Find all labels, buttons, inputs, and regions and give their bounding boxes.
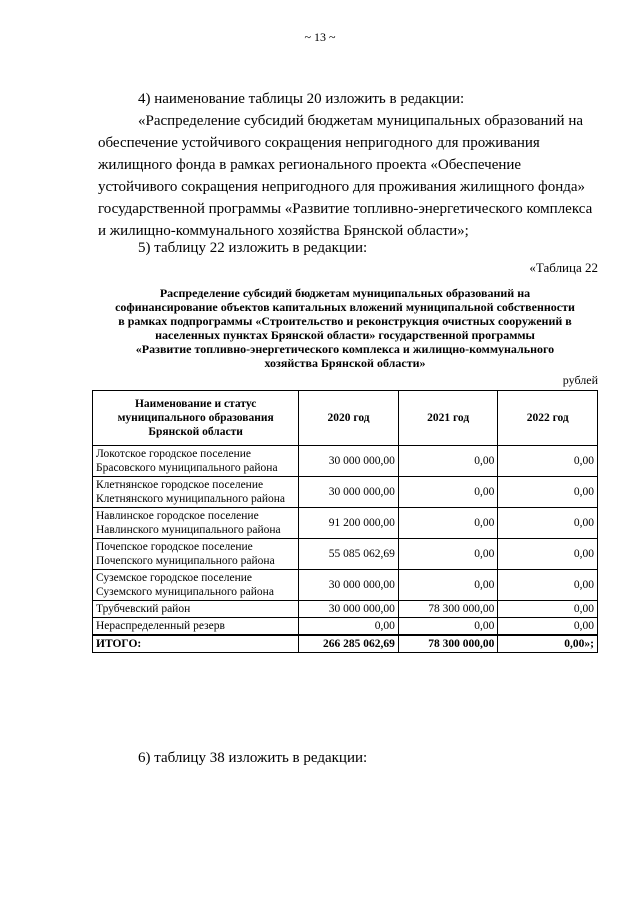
- item-6-text: 6) таблицу 38 изложить в редакции:: [138, 750, 368, 766]
- quote-line: и жилищно-коммунального хозяйства Брянской области»;: [98, 223, 469, 239]
- cell-2021: 0,00: [398, 570, 498, 601]
- table-row: [93, 618, 598, 636]
- cell-municipality: Навлинское городское поселение Навлинского муниципального района: [93, 508, 299, 539]
- table-reference: «Таблица 22: [529, 260, 598, 275]
- page-number: ~ 13 ~: [304, 30, 336, 44]
- cell-2020: 30 000 000,00: [299, 570, 399, 601]
- table-title: [92, 286, 598, 370]
- quote-line: государственной программы «Развитие топливно-энергетического комплекса: [98, 201, 593, 217]
- cell-2022: 0,00: [498, 539, 598, 570]
- quote-line: обеспечение устойчивого сокращения непригодного для проживания: [98, 135, 540, 151]
- subsidy-table: [92, 390, 598, 653]
- cell-total-2021: 78 300 000,00: [398, 635, 498, 653]
- cell-total-label: ИТОГО:: [93, 635, 299, 653]
- table-row: [93, 477, 598, 508]
- cell-municipality: Суземское городское поселение Суземского муниципального района: [93, 570, 299, 601]
- cell-total-2020: 266 285 062,69: [299, 635, 399, 653]
- table-title-line: населенных пунктах Брянской области» государственной программы: [155, 328, 535, 342]
- table-title-line: Распределение субсидий бюджетам муниципальных образований на: [159, 286, 531, 300]
- cell-municipality: Локотское городское поселение Брасовского муниципального района: [93, 446, 299, 477]
- cell-2021: 0,00: [398, 446, 498, 477]
- cell-2021: 0,00: [398, 539, 498, 570]
- cell-2022: 0,00: [498, 477, 598, 508]
- quote-line: жилищного фонда в рамках регионального проекта «Обеспечение: [98, 157, 522, 173]
- table-title-line: хозяйства Брянской области»: [264, 356, 426, 370]
- cell-2021: 78 300 000,00: [398, 601, 498, 618]
- cell-2021: 0,00: [398, 508, 498, 539]
- cell-2022: 0,00: [498, 508, 598, 539]
- table-header-row: [93, 391, 598, 446]
- header-municipality: Наименование и статус муниципального образования Брянской области: [93, 391, 299, 446]
- table-row: [93, 570, 598, 601]
- cell-2020: 30 000 000,00: [299, 601, 399, 618]
- cell-2022: 0,00: [498, 446, 598, 477]
- item-5-text: 5) таблицу 22 изложить в редакции:: [138, 240, 368, 256]
- units-label: рублей: [562, 373, 598, 387]
- table-20-new-title: [98, 110, 594, 242]
- cell-total-2022: 0,00»;: [498, 635, 598, 653]
- cell-municipality: Нераспределенный резерв: [93, 618, 299, 636]
- header-2022: 2022 год: [498, 391, 598, 446]
- cell-2021: 0,00: [398, 477, 498, 508]
- cell-2020: 30 000 000,00: [299, 446, 399, 477]
- cell-2022: 0,00: [498, 601, 598, 618]
- cell-2020: 30 000 000,00: [299, 477, 399, 508]
- cell-2020: 0,00: [299, 618, 399, 636]
- table-title-line: софинансирование объектов капитальных вложений муниципальной собственности: [115, 300, 575, 314]
- header-2021: 2021 год: [398, 391, 498, 446]
- table-title-line: «Развитие топливно-энергетического комплекса и жилищно-коммунального: [135, 342, 555, 356]
- cell-municipality: Трубчевский район: [93, 601, 299, 618]
- header-2020: 2020 год: [299, 391, 399, 446]
- cell-2022: 0,00: [498, 618, 598, 636]
- cell-2020: 55 085 062,69: [299, 539, 399, 570]
- table-row: [93, 446, 598, 477]
- item-4-text: 4) наименование таблицы 20 изложить в редакции:: [138, 91, 465, 107]
- table-title-line: в рамках подпрограммы «Строительство и реконструкция очистных сооружений в: [118, 314, 572, 328]
- cell-2020: 91 200 000,00: [299, 508, 399, 539]
- table-row: [93, 508, 598, 539]
- table-total-row: [93, 635, 598, 653]
- table-row: [93, 601, 598, 618]
- cell-municipality: Клетнянское городское поселение Клетнянского муниципального района: [93, 477, 299, 508]
- quote-line: устойчивого сокращения непригодного для проживания жилищного фонда»: [98, 179, 586, 195]
- table-row: [93, 539, 598, 570]
- quote-line: «Распределение субсидий бюджетам муниципальных образований на: [138, 113, 584, 129]
- cell-municipality: Почепское городское поселение Почепского муниципального района: [93, 539, 299, 570]
- cell-2021: 0,00: [398, 618, 498, 636]
- cell-2022: 0,00: [498, 570, 598, 601]
